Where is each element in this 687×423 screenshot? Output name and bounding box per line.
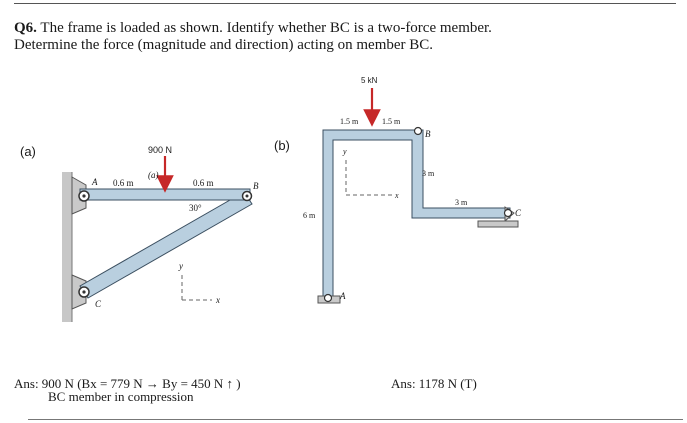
pin-a [79,191,89,201]
answer-b: Ans: 1178 N (T) [391,376,477,391]
answer-a-line-1: Ans: 900 N (Bx = 779 N → By = 450 N ↑ ) [14,376,241,391]
dim-height-b: 6 m [303,211,316,220]
question-line-2: Determine the force (magnitude and direction) acting on member BC. [14,37,434,53]
point-c-label-fig-a: C [95,299,102,309]
pin-b [243,192,252,201]
answer-a-line-2: BC member in compression [48,389,194,404]
figure-a-wall [62,172,72,322]
angle-label-a: 30° [189,203,202,213]
member-ab [80,189,250,200]
support-a-fig-b [318,295,340,304]
point-c-label-fig-b: C [515,208,522,218]
axis-x-label-b: x [395,191,399,200]
load-value-b: 5 kN [361,76,378,85]
member-bc [80,192,252,298]
figure-b-label: (b) [274,138,290,153]
dim-top-left-b: 1.5 m [340,117,359,126]
dim-drop-b: 3 m [422,169,435,178]
pin-c [79,287,89,297]
pin-b-fig-b [415,128,422,135]
figure-a-label: (a) [20,144,36,159]
dim-top-right-b: 1.5 m [382,117,401,126]
dim-horizontal-b: 3 m [455,198,468,207]
axis-x-label-a: x [216,295,220,305]
question-statement: The frame is loaded as shown. Identify whether BC is a two-force member. [40,20,492,36]
axis-y-label-b: y [343,147,347,156]
axis-y-label-a: y [179,261,183,271]
frame-member-b [323,130,510,296]
bottom-rule [28,419,683,420]
point-a-label-fig-b: A [340,291,346,301]
load-value-a: 900 N [148,145,173,155]
point-b-label-fig-a: B [253,181,259,191]
axes-a [182,275,212,300]
dim-right-a: 0.6 m [193,178,214,188]
question-number: Q6. [14,20,37,36]
point-b-label-fig-b: B [425,129,431,139]
axes-b [346,160,392,195]
dim-left-a: 0.6 m [113,178,134,188]
load-tag-a: (a) [148,170,159,180]
point-a-label-fig-a: A [92,177,98,187]
